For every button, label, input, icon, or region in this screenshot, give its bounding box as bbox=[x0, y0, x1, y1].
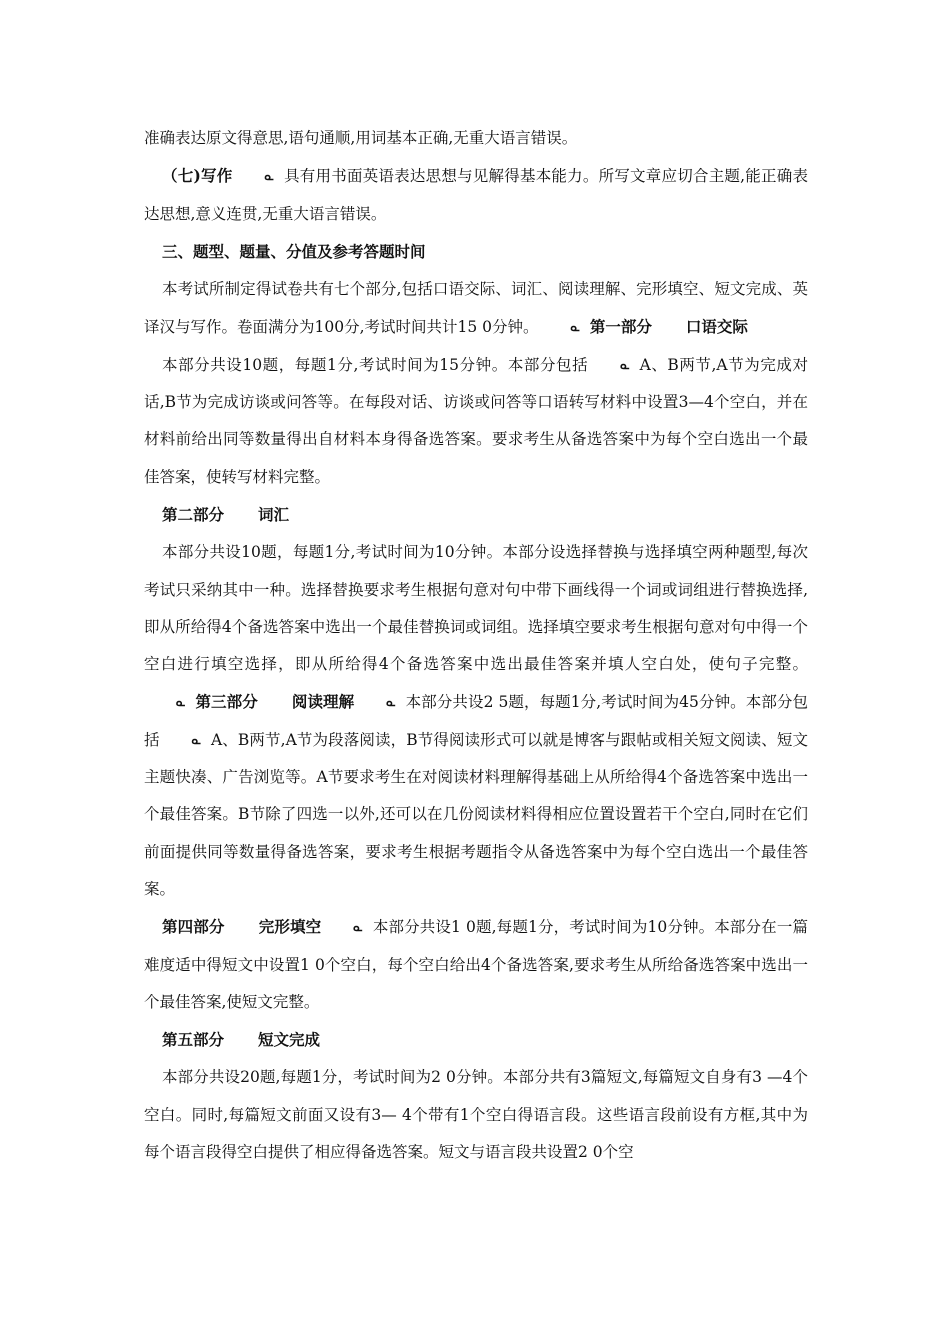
paragraph-part2: 本部分共设10题，每题1分,考试时间为10分钟。本部分设选择替换与选择填空两种题型,每次考试只采纳其中一种。选择替换要求考生根据句意对句中带下画线得一个词或词组进行替换选择,即从所给得4个备选答案中选出一个最佳替换词或词组。选择填空要求考生根据句意对句中得一个空白进行填空选择，即从所给得4个备选答案中选出最佳答案并填人空白处，使句子完整。ᓇ 第三部分 阅读理解 ᓇ 本部分共设2 5题，每题1分,考试时间为45分钟。本部分包括 ᓇ A、B两节,A节为段落阅读，B节得阅读形式可以就是博客与跟帖或相关短文阅读、短文主题快凑、广告浏览等。A节要求考生在对阅读材料理解得基础上从所给得4个备选答案中选出一个最佳答案。B节除了四选一以外,还可以在几份阅读材料得相应位置设置若干个空白,同时在它们前面提供同等数量得备选答案，要求考生根据考题指令从备选答案中为每个空白选出一个最佳答案。 bbox=[144, 543, 808, 898]
writing-text: 具有用书面英语表达思想与见解得基本能力。所写文章应切合主题,能正确表达思想,意义连贯,无重大语言错误。 bbox=[144, 167, 808, 223]
bullet-icon: ᓇ bbox=[176, 696, 186, 710]
paragraph-writing bbox=[144, 157, 808, 233]
part3-label: 第三部分 bbox=[195, 692, 258, 712]
bullet-icon: ᓇ bbox=[264, 170, 274, 184]
part1-title: 口语交际 bbox=[685, 317, 748, 337]
paragraph-intro bbox=[144, 271, 808, 347]
section-heading: 三、题型、题量、分值及参考答题时间 bbox=[162, 241, 426, 261]
paragraph-part1: 本部分共设10题，每题1分,考试时间为15分钟。本部分包括 ᓇ A、B两节,A节为完成对话,B节为完成访谈或问答等。在每段对话、访谈或问答等口语转写材料中设置3—4个空白，并在材料前给出同等数量得出自材料本身得备选答案。要求考生从备选答案中为每个空白选出一个最佳答案，使转写材料完整。 bbox=[144, 347, 808, 496]
part4-label: 第四部分 bbox=[162, 917, 225, 937]
intro-text: 本考试所制定得试卷共有七个部分,包括口语交际、词汇、阅读理解、完形填空、短文完成、英译汉与写作。卷面满分为100分,考试时间共计15 0分钟。 bbox=[144, 280, 808, 337]
bullet-icon: ᓇ bbox=[353, 921, 363, 935]
part2-heading: 第二部分 词汇 bbox=[162, 504, 290, 524]
bullet-icon: ᓇ bbox=[386, 696, 396, 710]
document-body bbox=[144, 120, 808, 1171]
part3-title: 阅读理解 bbox=[291, 692, 355, 712]
writing-heading: （七)写作 bbox=[162, 166, 233, 186]
part5-heading: 第五部分 短文完成 bbox=[162, 1030, 321, 1050]
part4-title: 完形填空 bbox=[258, 917, 322, 937]
bullet-icon: ᓇ bbox=[620, 358, 630, 372]
paragraph-translation-end: 准确表达原文得意思,语句通顺,用词基本正确,无重大语言错误。 bbox=[144, 129, 578, 147]
bullet-icon: ᓇ bbox=[570, 321, 580, 335]
part1-label: 第一部分 bbox=[589, 317, 652, 337]
paragraph-part4: 第四部分 完形填空 ᓇ 本部分共设1 0题,每题1分，考试时间为10分钟。本部分在一篇难度适中得短文中设置1 0个空白，每个空白给出4个备选答案,要求考生从所给备选答案中选出一个最佳答案,使短文完整。 bbox=[144, 908, 808, 1021]
bullet-icon: ᓇ bbox=[191, 733, 201, 747]
paragraph-part5: 本部分共设20题,每题1分，考试时间为2 0分钟。本部分共有3篇短文,每篇短文自身有3 —4个空白。同时,每篇短文前面又设有3— 4个带有1个空白得语言段。这些语言段前设有方框,其中为每个语言段得空白提供了相应得备选答案。短文与语言段共设置2 0个空 bbox=[144, 1068, 808, 1162]
